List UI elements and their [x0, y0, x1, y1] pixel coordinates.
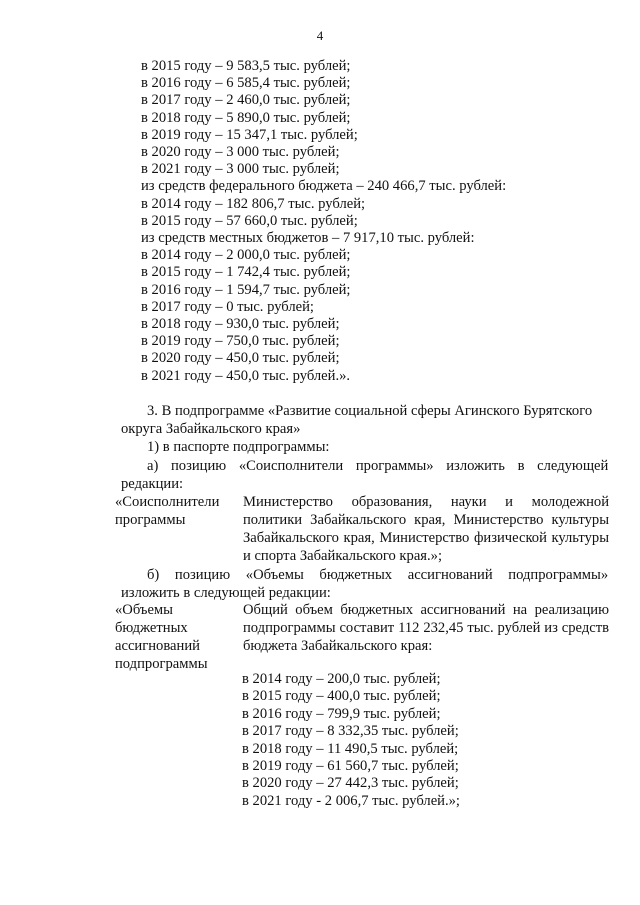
list-item: в 2018 году – 930,0 тыс. рублей;: [141, 316, 340, 333]
budget-volume-text: Общий объем бюджетных ассигнований на реализацию подпрограммы составит 112 232,45 тыс. рублей из средств бюджета Забайкальского края:: [243, 602, 609, 654]
list-item: в 2017 году – 0 тыс. рублей;: [141, 298, 314, 315]
item-a-line2: редакции:: [121, 476, 184, 492]
list-item: в 2021 году – 3 000 тыс. рублей;: [141, 161, 340, 178]
item-b-line2: изложить в следующей редакции:: [121, 585, 331, 601]
list-item: в 2020 году – 27 442,3 тыс. рублей;: [242, 775, 459, 792]
list-item: в 2014 году – 182 806,7 тыс. рублей;: [141, 195, 366, 212]
list-item: в 2014 году – 2 000,0 тыс. рублей;: [141, 247, 351, 264]
list-item: в 2018 году – 5 890,0 тыс. рублей;: [141, 109, 351, 126]
list-item: в 2020 году – 450,0 тыс. рублей;: [141, 350, 340, 367]
list-item: в 2016 году – 1 594,7 тыс. рублей;: [141, 281, 351, 298]
list-item: в 2019 году – 61 560,7 тыс. рублей;: [242, 758, 459, 775]
section3-heading-line1: 3. В подпрограмме «Развитие социальной сферы Агинского Бурятского: [147, 403, 593, 419]
item-a-line1: а) позицию «Соисполнители программы» изложить в следующей: [147, 458, 609, 474]
list-item: в 2015 году – 57 660,0 тыс. рублей;: [141, 212, 358, 229]
list-item: в 2017 году – 8 332,35 тыс. рублей;: [242, 723, 459, 740]
list-item: из средств федерального бюджета – 240 466,7 тыс. рублей:: [141, 178, 507, 195]
list-item: в 2021 году – 450,0 тыс. рублей.».: [141, 367, 351, 384]
coexecutors-label: «Соисполнители программы: [115, 494, 220, 528]
list-item: в 2016 году – 799,9 тыс. рублей;: [242, 705, 441, 722]
coexecutors-text: Министерство образования, науки и молодежной политики Забайкальского края, Министерство культуры Забайкальского края, Министерство физической культуры и спорта Забайкальского края.»;: [243, 494, 609, 564]
page-number: 4: [316, 28, 324, 43]
list-item: в 2020 году – 3 000 тыс. рублей;: [141, 144, 340, 161]
list-item: в 2015 году – 9 583,5 тыс. рублей;: [141, 58, 351, 74]
section3-item1: 1) в паспорте подпрограммы:: [147, 439, 330, 455]
list-item: из средств местных бюджетов – 7 917,10 тыс. рублей:: [141, 230, 475, 247]
list-item: в 2016 году – 6 585,4 тыс. рублей;: [141, 75, 351, 92]
funding-list-top: [141, 58, 506, 385]
item-b-line1: б) позицию «Объемы бюджетных ассигнований подпрограммы»: [147, 567, 609, 583]
budget-volume-label: «Объемы бюджетных ассигнований подпрограммы: [115, 602, 208, 672]
section3-heading-line2: округа Забайкальского края»: [121, 421, 301, 437]
list-item: в 2021 году - 2 006,7 тыс. рублей.»;: [242, 792, 460, 809]
list-item: в 2015 году – 400,0 тыс. рублей;: [242, 688, 441, 705]
list-item: в 2015 году – 1 742,4 тыс. рублей;: [141, 264, 351, 281]
list-item: в 2017 году – 2 460,0 тыс. рублей;: [141, 92, 351, 109]
list-item: в 2019 году – 750,0 тыс. рублей;: [141, 333, 340, 350]
funding-list-bottom: [242, 671, 460, 810]
list-item: в 2019 году – 15 347,1 тыс. рублей;: [141, 126, 358, 143]
list-item: в 2014 году – 200,0 тыс. рублей;: [242, 671, 441, 687]
list-item: в 2018 году – 11 490,5 тыс. рублей;: [242, 740, 459, 757]
